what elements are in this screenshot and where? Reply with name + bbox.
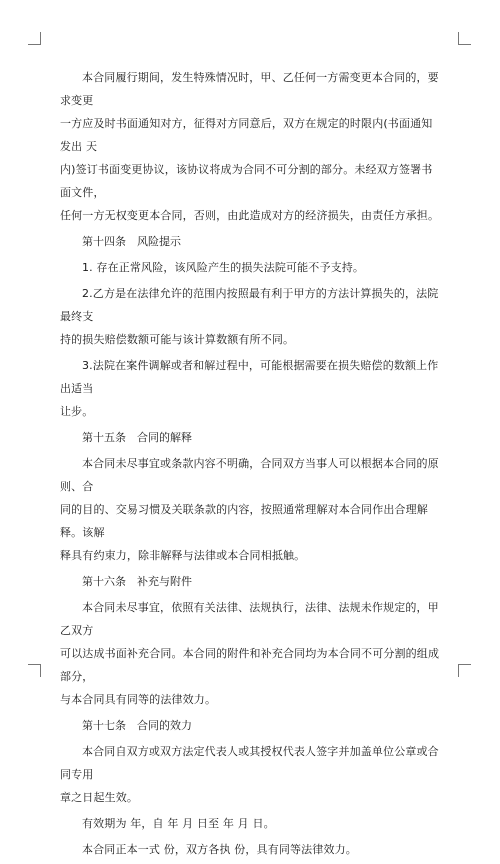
paragraph-line: 与本合同具有同等的法律效力。 xyxy=(60,693,217,706)
paragraph xyxy=(60,740,440,809)
paragraph-line: 3.法院在案件调解或者和解过程中，可能根据需要在损失赔偿的数额上作出适当 xyxy=(60,359,439,395)
paragraph-line: 章之日起生效。 xyxy=(60,791,139,804)
paragraph-line: 2.乙方是在法律允许的范围内按照最有利于甲方的方法计算损失的，法院最终支 xyxy=(60,287,439,323)
paragraph-line: 本合同未尽事宜或条款内容不明确，合同双方当事人可以根据本合同的原则、合 xyxy=(60,457,439,493)
paragraph xyxy=(60,452,440,567)
paragraph-line: 一方应及时书面通知对方，征得对方同意后，双方在规定的时限内(书面通知发出 天 xyxy=(60,117,433,153)
paragraph xyxy=(60,812,440,835)
paragraph-line: 本合同履行期间，发生特殊情况时，甲、乙任何一方需变更本合同的，要求变更 xyxy=(60,71,439,107)
section-heading: 第十四条 风险提示 xyxy=(82,235,181,248)
paragraph-line: 内)签订书面变更协议，该协议将成为合同不可分割的部分。未经双方签署书面文件， xyxy=(60,163,433,199)
section-heading: 第十七条 合同的效力 xyxy=(82,719,192,732)
paragraph-line: 1. 存在正常风险，该风险产生的损失法院可能不予支持。 xyxy=(82,261,365,274)
paragraph xyxy=(60,354,440,423)
paragraph-line: 本合同正本一式 份，双方各执 份，具有同等法律效力。 xyxy=(82,843,357,856)
paragraph-line: 让步。 xyxy=(60,405,94,418)
paragraph xyxy=(60,838,440,861)
crop-mark-bottom-right xyxy=(458,664,471,677)
paragraph-line: 同的目的、交易习惯及关联条款的内容，按照通常理解对本合同作出合理解释。该解 xyxy=(60,503,428,539)
paragraph xyxy=(60,66,440,227)
paragraph-line: 本合同自双方或双方法定代表人或其授权代表人签字并加盖单位公章或合同专用 xyxy=(60,745,439,781)
paragraph-line: 持的损失赔偿数额可能与该计算数额有所不同。 xyxy=(60,333,295,346)
paragraph-line: 可以达成书面补充合同。本合同的附件和补充合同均为本合同不可分割的组成部分， xyxy=(60,647,440,683)
paragraph-line: 有效期为 年，自 年 月 日至 年 月 日。 xyxy=(82,817,275,830)
paragraph-line: 本合同未尽事宜，依照有关法律、法规执行，法律、法规未作规定的，甲乙双方 xyxy=(60,601,439,637)
section-heading: 第十六条 补充与附件 xyxy=(82,575,192,588)
crop-mark-bottom-left xyxy=(28,664,41,677)
paragraph xyxy=(60,596,440,711)
paragraph xyxy=(60,282,440,351)
paragraph-line: 任何一方无权变更本合同，否则，由此造成对方的经济损失，由责任方承担。 xyxy=(60,209,440,222)
paragraph xyxy=(60,256,440,279)
crop-mark-top-left xyxy=(28,32,41,45)
section-heading: 第十五条 合同的解释 xyxy=(82,431,192,444)
document-body xyxy=(60,66,440,864)
crop-mark-top-right xyxy=(458,32,471,45)
paragraph-line: 释具有约束力，除非解释与法律或本合同相抵触。 xyxy=(60,549,306,562)
